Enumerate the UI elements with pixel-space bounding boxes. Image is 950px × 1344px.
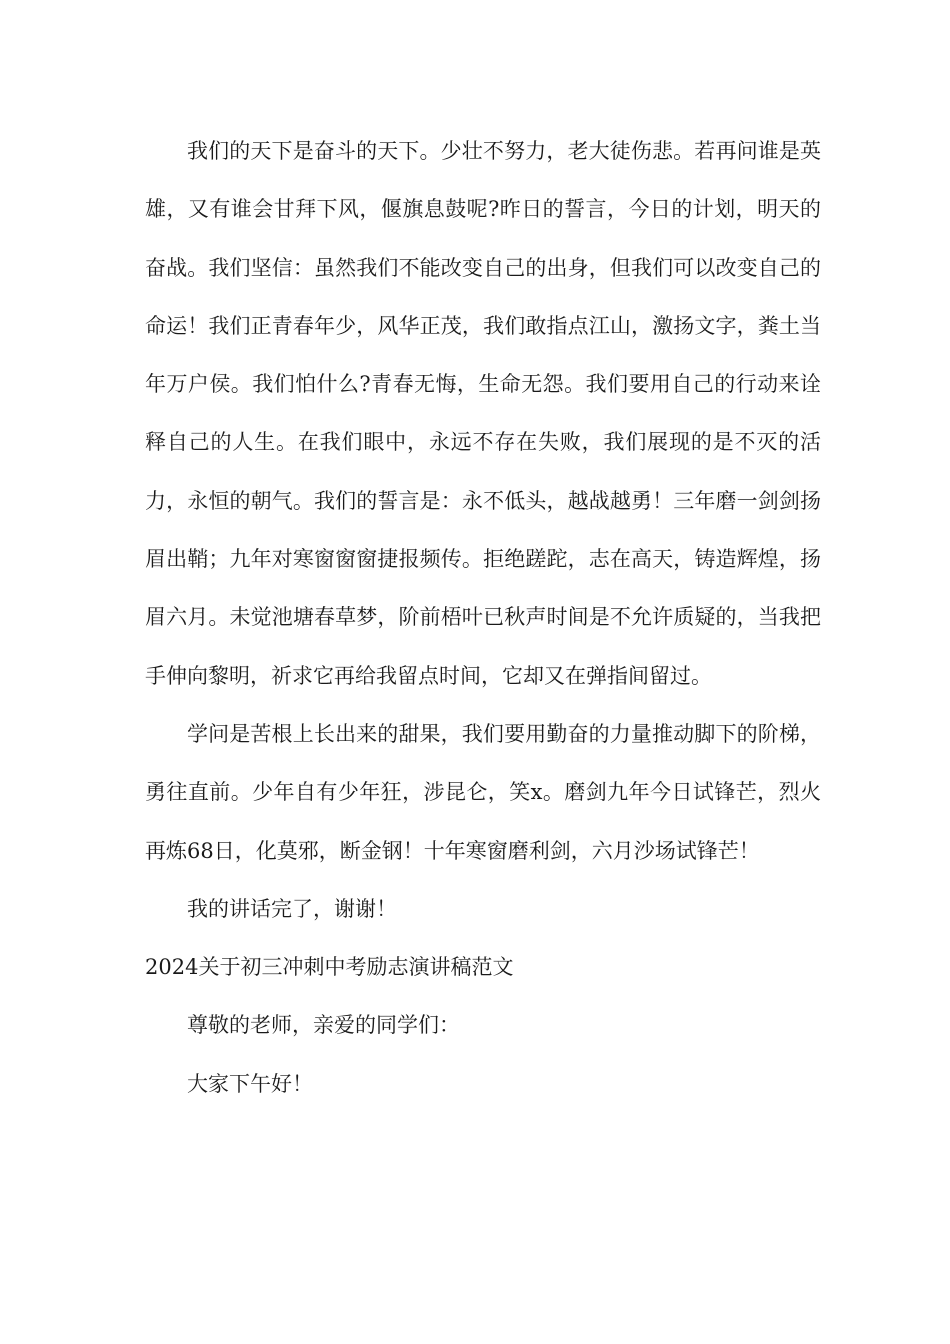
document-body: [145, 122, 821, 1113]
greeting-line: 大家下午好！: [187, 1071, 313, 1096]
closing-paragraph: 我的讲话完了，谢谢！: [187, 896, 397, 921]
body-paragraph-2: 学问是苦根上长出来的甜果，我们要用勤奋的力量推动脚下的阶梯，勇往直前。少年自有少年狂，涉昆仑，笑x。磨剑九年今日试锋芒，烈火再炼68日，化莫邪，断金钢！十年寒窗磨利剑，六月沙场试锋芒！: [145, 721, 821, 863]
salutation-line: 尊敬的老师，亲爱的同学们：: [187, 1013, 460, 1038]
section-heading: 2024关于初三冲刺中考励志演讲稿范文: [145, 955, 514, 980]
body-paragraph-1: 我们的天下是奋斗的天下。少壮不努力，老大徒伤悲。若再问谁是英雄，又有谁会甘拜下风，偃旗息鼓呢?昨日的誓言，今日的计划，明天的奋战。我们坚信：虽然我们不能改变自己的出身，但我们可以改变自己的命运！我们正青春年少，风华正茂，我们敢指点江山，激扬文字，粪土当年万户侯。我们怕什么?青春无悔，生命无怨。我们要用自己的行动来诠释自己的人生。在我们眼中，永远不存在失败，我们展现的是不灭的活力，永恒的朝气。我们的誓言是：永不低头，越战越勇！三年磨一剑剑扬眉出鞘；九年对寒窗窗窗捷报频传。拒绝蹉跎，志在高天，铸造辉煌，扬眉六月。未觉池塘春草梦，阶前梧叶已秋声时间是不允许质疑的，当我把手伸向黎明，祈求它再给我留点时间，它却又在弹指间留过。: [145, 139, 821, 688]
